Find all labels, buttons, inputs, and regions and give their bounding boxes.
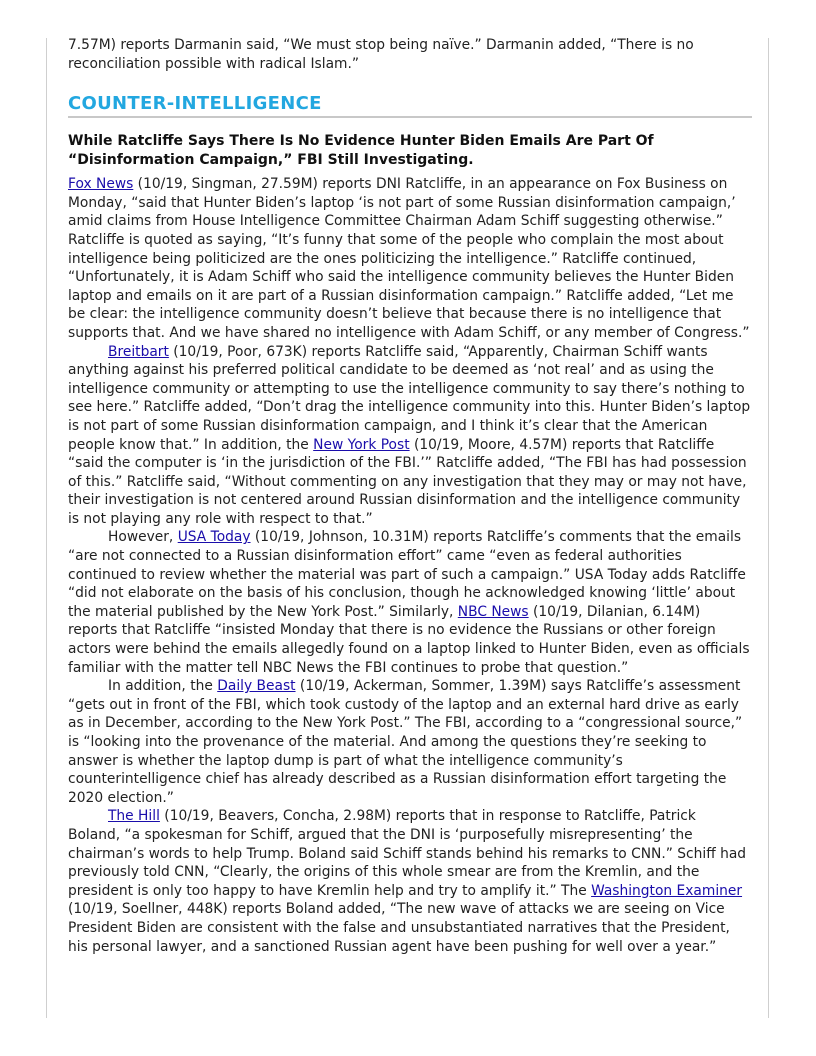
paragraph-the-hill	[68, 807, 752, 956]
article-content	[68, 36, 752, 956]
link-usa-today[interactable]: USA Today	[177, 529, 251, 546]
link-nbc-news[interactable]: NBC News	[457, 603, 529, 620]
link-the-hill[interactable]: The Hill	[108, 808, 160, 825]
article-headline: While Ratcliffe Says There Is No Evidence Hunter Biden Emails Are Part Of “Disinformation Campaign,” FBI Still Investigating.	[68, 133, 654, 169]
paragraph-text: (10/19, Poor, 673K) reports Ratcliffe said, “Apparently, Chairman Schiff wants anything against his preferred political candidate to be deemed as ‘not real’ and as using the intelligence community or attempting to use the intelligence community to say there’s nothing to see here.” Ratcliffe added, “Don’t drag the intelligence community into this. Hunter Biden’s laptop is not part of some Russian disinformation campaign, and I think it’s clear that the American people know that.” In addition, the	[68, 343, 751, 453]
paragraph-text: (10/19, Beavers, Concha, 2.98M) reports that in response to Ratcliffe, Patrick Boland, “a spokesman for Schiff, argued that the DNI is ‘purposefully misrepresenting’ the chairman’s words to help Trump. Boland said Schiff stands behind his remarks to CNN.” Schiff had previously told CNN, “Clearly, the origins of this whole smear are from the Kremlin, and the president is only too happy to have Kremlin help and try to amplify it.” The	[68, 808, 747, 899]
link-fox-news[interactable]: Fox News	[68, 176, 134, 193]
link-washington-examiner[interactable]: Washington Examiner	[591, 882, 743, 899]
paragraph-text: (10/19, Dilanian, 6.14M) reports that Ratcliffe “insisted Monday that there is no evidence the Russians or other foreign actors were behind the emails allegedly found on a laptop linked to Hunter Biden, even as officials familiar with the matter tell NBC News the FBI continues to probe that question.”	[68, 603, 750, 676]
link-daily-beast[interactable]: Daily Beast	[217, 678, 296, 695]
paragraph-text: In addition, the	[108, 678, 218, 695]
link-new-york-post[interactable]: New York Post	[313, 436, 410, 453]
paragraph-text: (10/19, Johnson, 10.31M) reports Ratcliffe’s comments that the emails “are not connected to a Russian disinformation effort” came “even as federal authorities continued to review whether the material was part of such a campaign.” USA Today adds Ratcliffe “did not elaborate on the basis of his conclusion, though he acknowledged knowing ‘little’ about the material published by the New York Post.” Similarly,	[68, 529, 746, 620]
paragraph-text: However,	[108, 529, 178, 546]
paragraph-text: (10/19, Moore, 4.57M) reports that Ratcliffe “said the computer is ‘in the jurisdiction of the FBI.’” Ratcliffe added, “The FBI has had possession of this.” Ratcliffe said, “Without commenting on any investigation that they may or may not have, their investigation is not centered around Russian disinformation and the intelligence community is not playing any role with respect to that.”	[68, 436, 747, 527]
paragraph-breitbart	[68, 343, 752, 529]
left-margin-rule	[46, 38, 47, 1018]
paragraph-usa-today	[68, 528, 752, 677]
paragraph-text: (10/19, Ackerman, Sommer, 1.39M) says Ratcliffe’s assessment “gets out in front of the FBI, which took custody of the laptop and an external hard drive as early as in December, according to the New York Post.” The FBI, according to a “congressional source,” is “looking into the provenance of the material. And among the questions they’re seeking to answer is whether the laptop dump is part of what the intelligence community’s counterintelligence chief has already described as a Russian disinformation effort targeting the 2020 election.”	[68, 678, 743, 806]
right-margin-rule	[768, 38, 769, 1018]
paragraph-daily-beast	[68, 677, 752, 807]
paragraph-text: (10/19, Soellner, 448K) reports Boland added, “The new wave of attacks we are seeing on Vice President Biden are consistent with the false and unsubstantiated narratives that the President, his personal lawyer, and a sanctioned Russian agent have been pushing for well over a year.”	[68, 901, 730, 955]
link-breitbart[interactable]: Breitbart	[108, 343, 169, 360]
paragraph-fox-news	[68, 175, 752, 342]
section-title: COUNTER-INTELLIGENCE	[68, 93, 752, 118]
paragraph-text: (10/19, Singman, 27.59M) reports DNI Ratcliffe, in an appearance on Fox Business on Monday, “said that Hunter Biden’s laptop ‘is not part of some Russian disinformation campaign,’ amid claims from House Intelligence Committee Chairman Adam Schiff suggesting otherwise.” Ratcliffe is quoted as saying, “It’s funny that some of the people who complain the most about intelligence being politicized are the ones politicizing the intelligence.” Ratcliffe continued, “Unfortunately, it is Adam Schiff who said the intelligence community believes the Hunter Biden laptop and emails on it are part of a Russian disinformation campaign.” Ratcliffe added, “Let me be clear: the intelligence community doesn’t believe that because there is no intelligence that supports that. And we have shared no intelligence with Adam Schiff, or any member of Congress.”	[68, 176, 750, 341]
intro-paragraph: 7.57M) reports Darmanin said, “We must stop being naïve.” Darmanin added, “There is no reconciliation possible with radical Islam.”	[68, 37, 694, 72]
